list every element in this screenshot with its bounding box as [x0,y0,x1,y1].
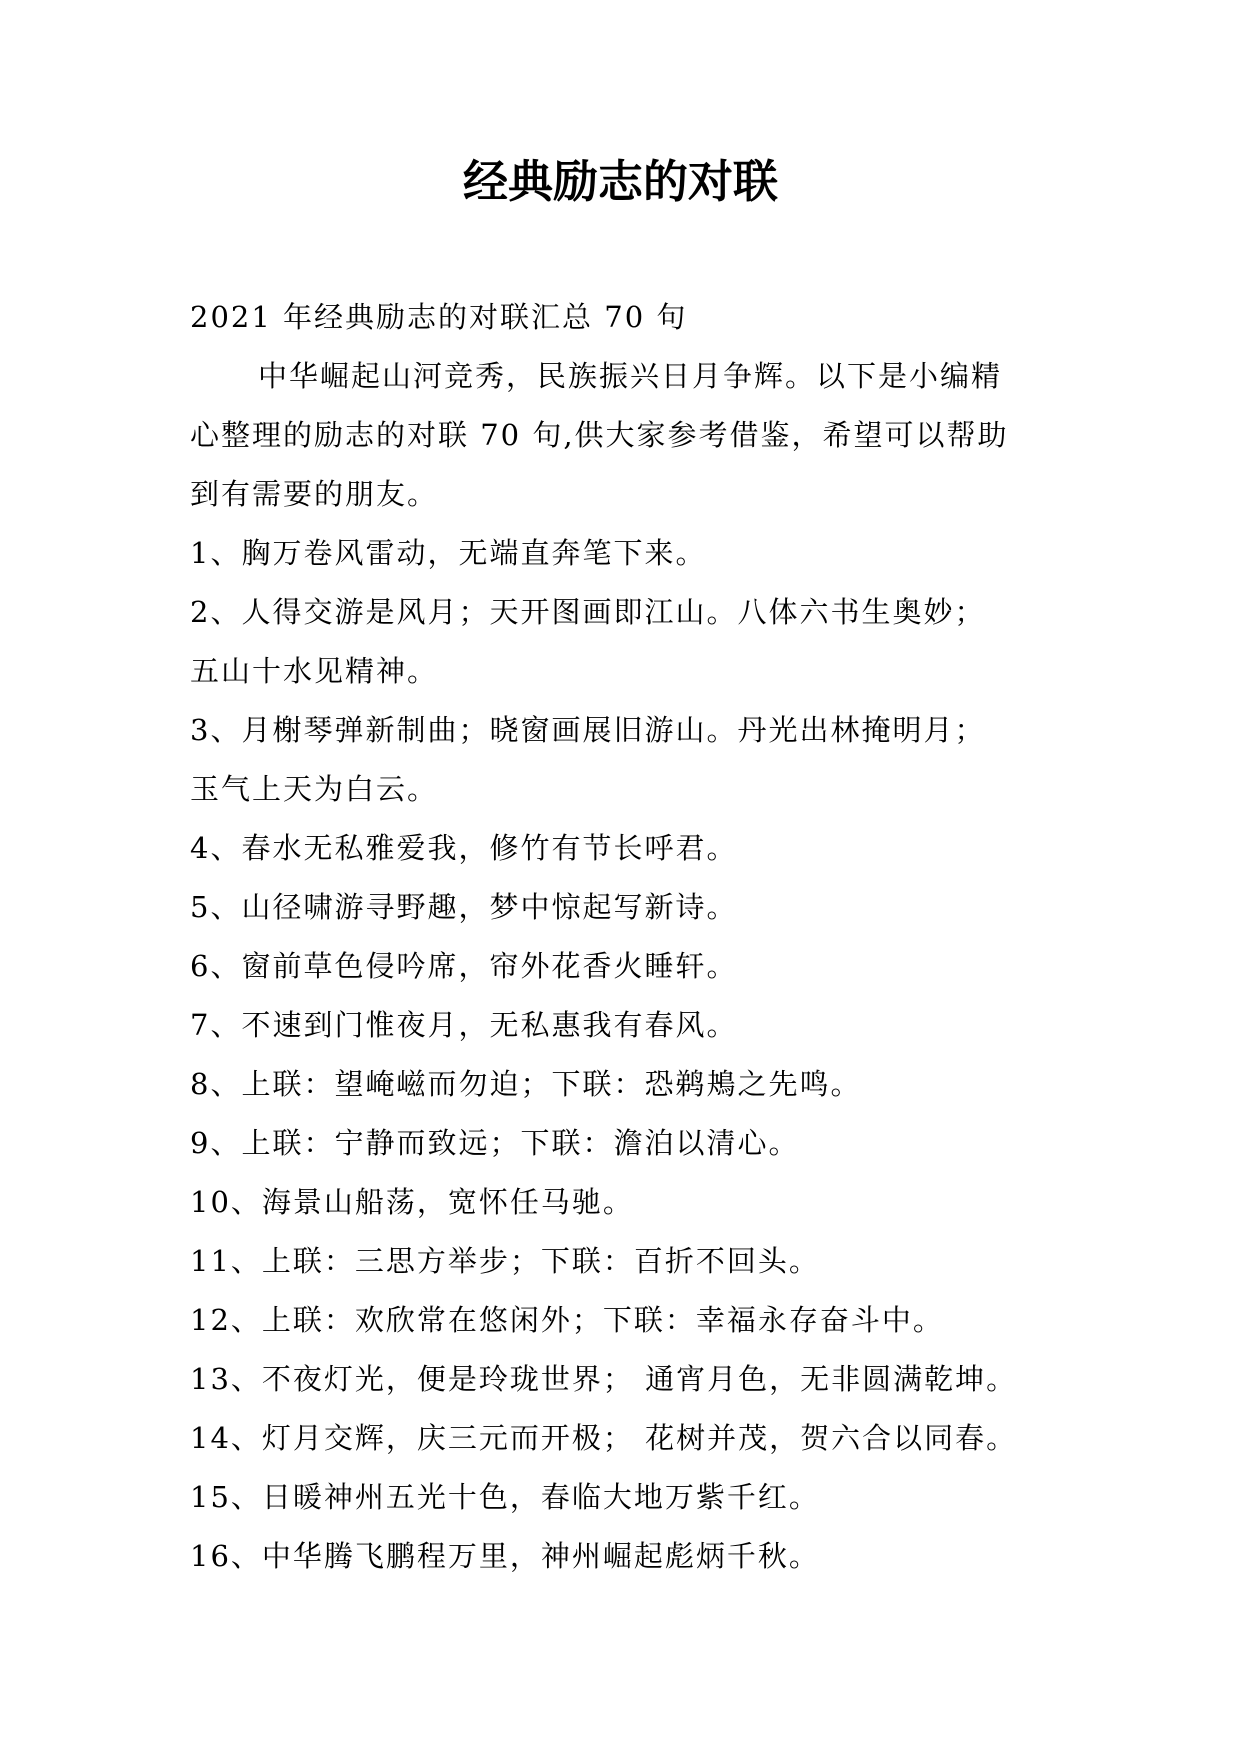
couplet-line: 五山十水见精神。 [190,654,439,688]
intro-line: 心整理的励志的对联 70 句,供大家参考借鉴，希望可以帮助 [190,418,1009,452]
couplet-line: 15、日暖神州五光十色，春临大地万紫千红。 [190,1480,820,1514]
couplet-line: 1、胸万卷风雷动，无端直奔笔下来。 [190,536,707,570]
couplet-line: 10、海景山船荡，宽怀任马驰。 [190,1185,634,1219]
couplet-line: 玉气上天为白云。 [190,772,439,806]
couplet-line: 9、上联：宁静而致远；下联：澹泊以清心。 [190,1126,800,1160]
subtitle-line: 2021 年经典励志的对联汇总 70 句 [190,300,688,334]
intro-line: 中华崛起山河竞秀，民族振兴日月争辉。以下是小编精 [258,359,1003,393]
document-body [190,288,1080,1586]
page-title: 经典励志的对联 [462,155,778,208]
couplet-line: 8、上联：望崦嵫而勿迫；下联：恐鹈鴂之先鸣。 [190,1067,862,1101]
couplet-line: 14、灯月交辉，庆三元而开极； 花树并茂，贺六合以同春。 [190,1421,1018,1455]
couplet-line: 7、不速到门惟夜月，无私惠我有春风。 [190,1008,738,1042]
intro-line: 到有需要的朋友。 [190,477,439,511]
couplet-line: 11、上联：三思方举步；下联：百折不回头。 [190,1244,820,1278]
couplet-line: 4、春水无私雅爱我，修竹有节长呼君。 [190,831,738,865]
couplet-line: 5、山径啸游寻野趣，梦中惊起写新诗。 [190,890,738,924]
couplet-line: 12、上联：欢欣常在悠闲外；下联：幸福永存奋斗中。 [190,1303,944,1337]
couplet-line: 3、月榭琴弹新制曲；晓窗画展旧游山。丹光出林掩明月； [190,713,986,747]
couplet-line: 2、人得交游是风月；天开图画即江山。八体六书生奥妙； [190,595,986,629]
couplet-line: 13、不夜灯光，便是玲珑世界； 通宵月色，无非圆满乾坤。 [190,1362,1018,1396]
couplet-line: 16、中华腾飞鹏程万里，神州崛起彪炳千秋。 [190,1539,820,1573]
couplet-line: 6、窗前草色侵吟席，帘外花香火睡轩。 [190,949,738,983]
